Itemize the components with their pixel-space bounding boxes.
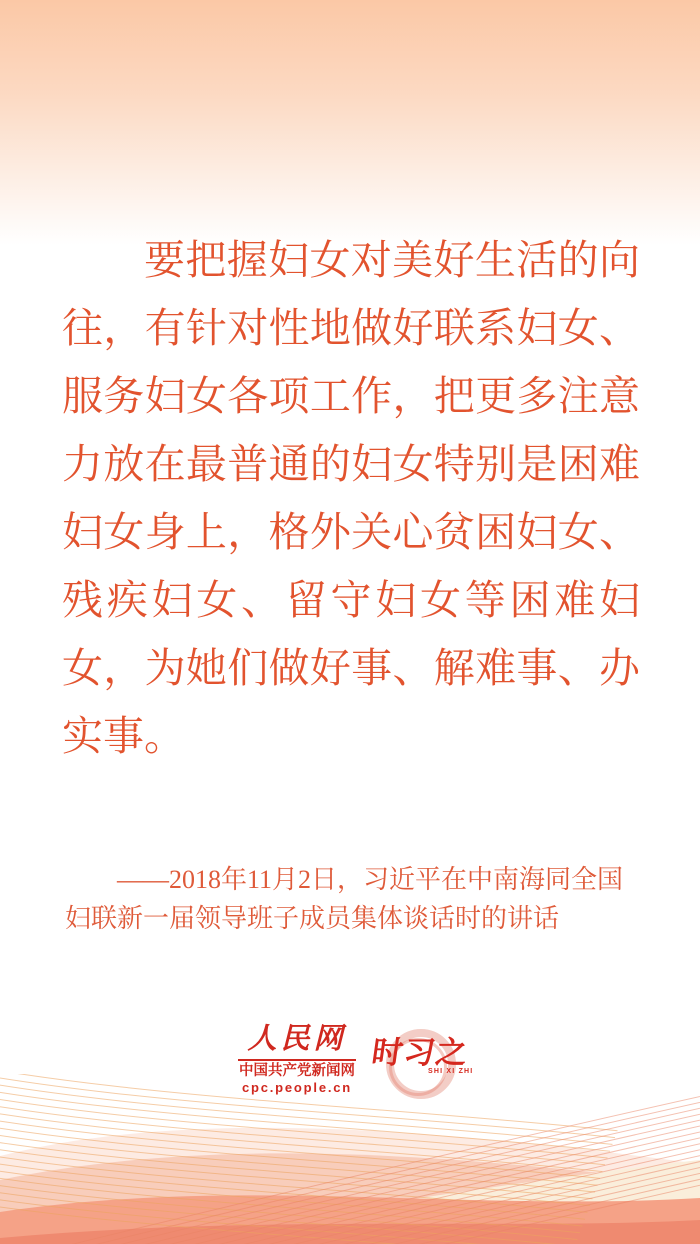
- quote-text: 要把握妇女对美好生活的向往，有针对性地做好联系妇女、服务妇女各项工作，把更多注意力放在最普通的妇女特别是困难妇女身上，格外关心贫困妇女、残疾妇女、留守妇女等困难妇女，为她们做好事、解难事、办实事。: [62, 237, 640, 759]
- shixizhi-wordmark: 时习之: [369, 1035, 471, 1070]
- quote-attribution: ——2018年11月2日，习近平在中南海同全国妇联新一届领导班子成员集体谈话时的讲话: [65, 865, 624, 933]
- top-gradient-banner: [0, 0, 700, 245]
- shixizhi-pinyin: SHI XI ZHI: [428, 1068, 474, 1075]
- peoples-daily-script-wordmark: 人民网: [247, 1023, 347, 1055]
- logo-divider-line: [238, 1059, 356, 1061]
- cpc-news-site-name: 中国共产党新闻网: [239, 1063, 355, 1079]
- wave-decoration: [0, 1074, 700, 1244]
- cpc-news-domain: cpc.people.cn: [241, 1080, 353, 1095]
